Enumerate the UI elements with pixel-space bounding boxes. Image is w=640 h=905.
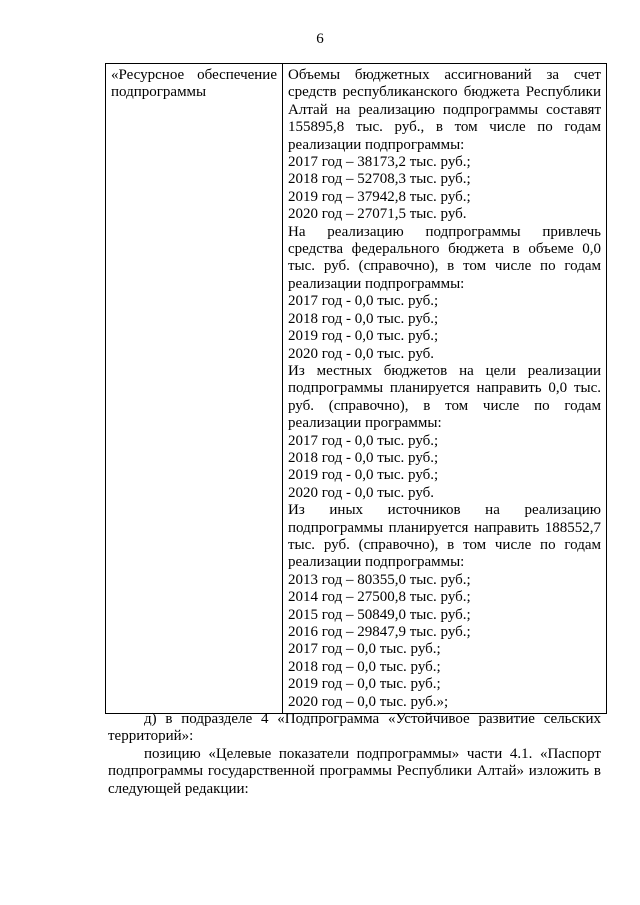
funding-year-line: 2014 год – 27500,8 тыс. руб.; <box>288 589 471 606</box>
funding-paragraph: Объемы бюджетных ассигнований за счет средств республиканского бюджета Республики Алтай на реализацию подпрограммы составят 155895,8 тыс. руб., в том числе по годам реализации подпрограммы: <box>288 67 601 153</box>
funding-year-line: 2020 год - 0,0 тыс. руб. <box>288 484 435 501</box>
funding-year-line: 2019 год - 0,0 тыс. руб.; <box>288 467 439 484</box>
resource-label-cell: «Ресурсное обеспечение подпрограммы <box>106 64 283 714</box>
funding-year-line: 2019 год - 0,0 тыс. руб.; <box>288 328 439 345</box>
funding-year-line: 2017 год – 38173,2 тыс. руб.; <box>288 154 471 171</box>
funding-year-line: 2020 год - 0,0 тыс. руб. <box>288 345 435 362</box>
funding-year-line: 2015 год – 50849,0 тыс. руб.; <box>288 606 471 623</box>
amendment-paragraph-d: д) в подразделе 4 «Подпрограмма «Устойчивое развитие сельских территорий»: <box>108 711 601 745</box>
funding-year-line: 2016 год – 29847,9 тыс. руб.; <box>288 624 471 640</box>
passport-table <box>105 63 607 714</box>
funding-year-line: 2018 год – 52708,3 тыс. руб.; <box>288 171 471 188</box>
funding-year-line: 2017 год – 0,0 тыс. руб.; <box>288 641 441 658</box>
funding-paragraph: Из иных источников на реализацию подпрограммы планируется направить 188552,7 тыс. руб. (справочно), в том числе по годам реализации подпрограммы: <box>288 502 601 571</box>
table-row <box>106 64 607 714</box>
funding-paragraph: На реализацию подпрограммы привлечь средства федерального бюджета в объеме 0,0 тыс. руб. (справочно), в том числе по годам реализации подпрограммы: <box>288 223 601 292</box>
funding-year-line: 2020 год – 27071,5 тыс. руб. <box>288 206 467 223</box>
funding-year-line: 2017 год - 0,0 тыс. руб.; <box>288 293 439 310</box>
resource-content-cell <box>283 64 607 714</box>
funding-year-line: 2013 год – 80355,0 тыс. руб.; <box>288 571 471 588</box>
amendment-paragraph-position: позицию «Целевые показатели подпрограммы» части 4.1. «Паспорт подпрограммы государственной программы Республики Алтай» изложить в следующей редакции: <box>108 745 601 797</box>
page-number: 6 <box>316 31 324 47</box>
funding-year-line: 2020 год – 0,0 тыс. руб.»; <box>288 693 449 710</box>
funding-year-line: 2018 год – 0,0 тыс. руб.; <box>288 658 441 675</box>
funding-year-line: 2018 год - 0,0 тыс. руб.; <box>288 449 439 466</box>
funding-paragraph: Из местных бюджетов на цели реализации подпрограммы планируется направить 0,0 тыс. руб. (справочно), в том числе по годам реализации программы: <box>288 362 601 432</box>
funding-year-line: 2018 год - 0,0 тыс. руб.; <box>288 310 439 327</box>
funding-year-line: 2019 год – 0,0 тыс. руб.; <box>288 676 441 693</box>
funding-year-line: 2019 год – 37942,8 тыс. руб.; <box>288 188 471 205</box>
amendment-text <box>108 711 601 798</box>
funding-year-line: 2017 год - 0,0 тыс. руб.; <box>288 432 439 449</box>
